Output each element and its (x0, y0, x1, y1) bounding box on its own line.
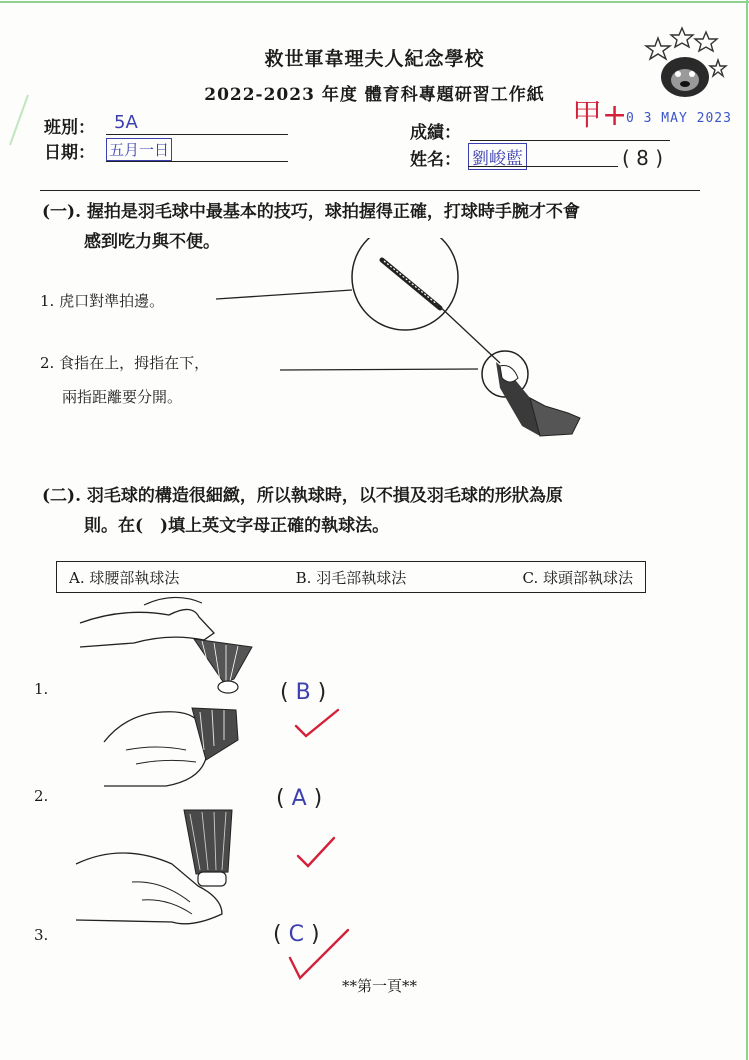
grade-label: 成績： (410, 123, 461, 143)
question-1-answer-letter: B (295, 680, 311, 705)
check-mark-icon (298, 838, 334, 866)
page-footer: **第一頁** (341, 977, 417, 995)
option-a: A. 球腰部執球法 (69, 568, 180, 587)
name-value: 劉峻藍 (468, 143, 527, 170)
question-2-answer-letter: A (291, 786, 307, 811)
date-label: 日期： (44, 143, 95, 163)
question-2-number: 2. (34, 787, 49, 805)
class-value: 5A (114, 112, 138, 133)
grip-point-2-line1: 2. 食指在上，拇指在下， (40, 354, 210, 372)
question-1-answer[interactable]: ( B ) (280, 680, 327, 705)
date-value: 五月一日 (106, 138, 172, 161)
grip-point-1: 1. 虎口對準拍邊。 (40, 292, 165, 310)
section1-title-continued: 感到吃力與不便。 (84, 232, 220, 252)
question-3-answer-letter: C (288, 922, 304, 947)
question-2-answer[interactable]: ( A ) (276, 786, 323, 811)
question-3-number: 3. (34, 926, 49, 944)
option-c: C. 球頭部執球法 (522, 568, 633, 587)
section2-title-continued: 則。在( )填上英文字母正確的執球法。 (84, 516, 390, 536)
question-1-number: 1. (34, 680, 49, 698)
section2-title: (二). 羽毛球的構造很細緻，所以執球時，以不損及羽毛球的形狀為原 (42, 486, 563, 506)
grade-value: 甲+ (572, 98, 628, 133)
name-label: 姓名： (410, 150, 461, 170)
class-label: 班別： (44, 118, 95, 138)
received-date-stamp: 0 3 MAY 2023 (626, 111, 732, 126)
check-mark-icon (296, 710, 338, 736)
section1-title: (一). 握拍是羽毛球中最基本的技巧，球拍握得正確，打球時手腕才不會 (42, 202, 580, 222)
worksheet-title: 2022-2023 年度 體育科專題研習工作紙 (204, 85, 545, 105)
school-name: 救世軍韋理夫人紀念學校 (264, 48, 485, 70)
check-mark-icon (290, 930, 348, 978)
class-number: ( 8 ) (622, 146, 664, 170)
question-3-answer[interactable]: ( C ) (273, 922, 320, 947)
option-b: B. 羽毛部執球法 (295, 568, 407, 587)
grip-point-2-line2: 兩指距離要分開。 (62, 388, 183, 406)
